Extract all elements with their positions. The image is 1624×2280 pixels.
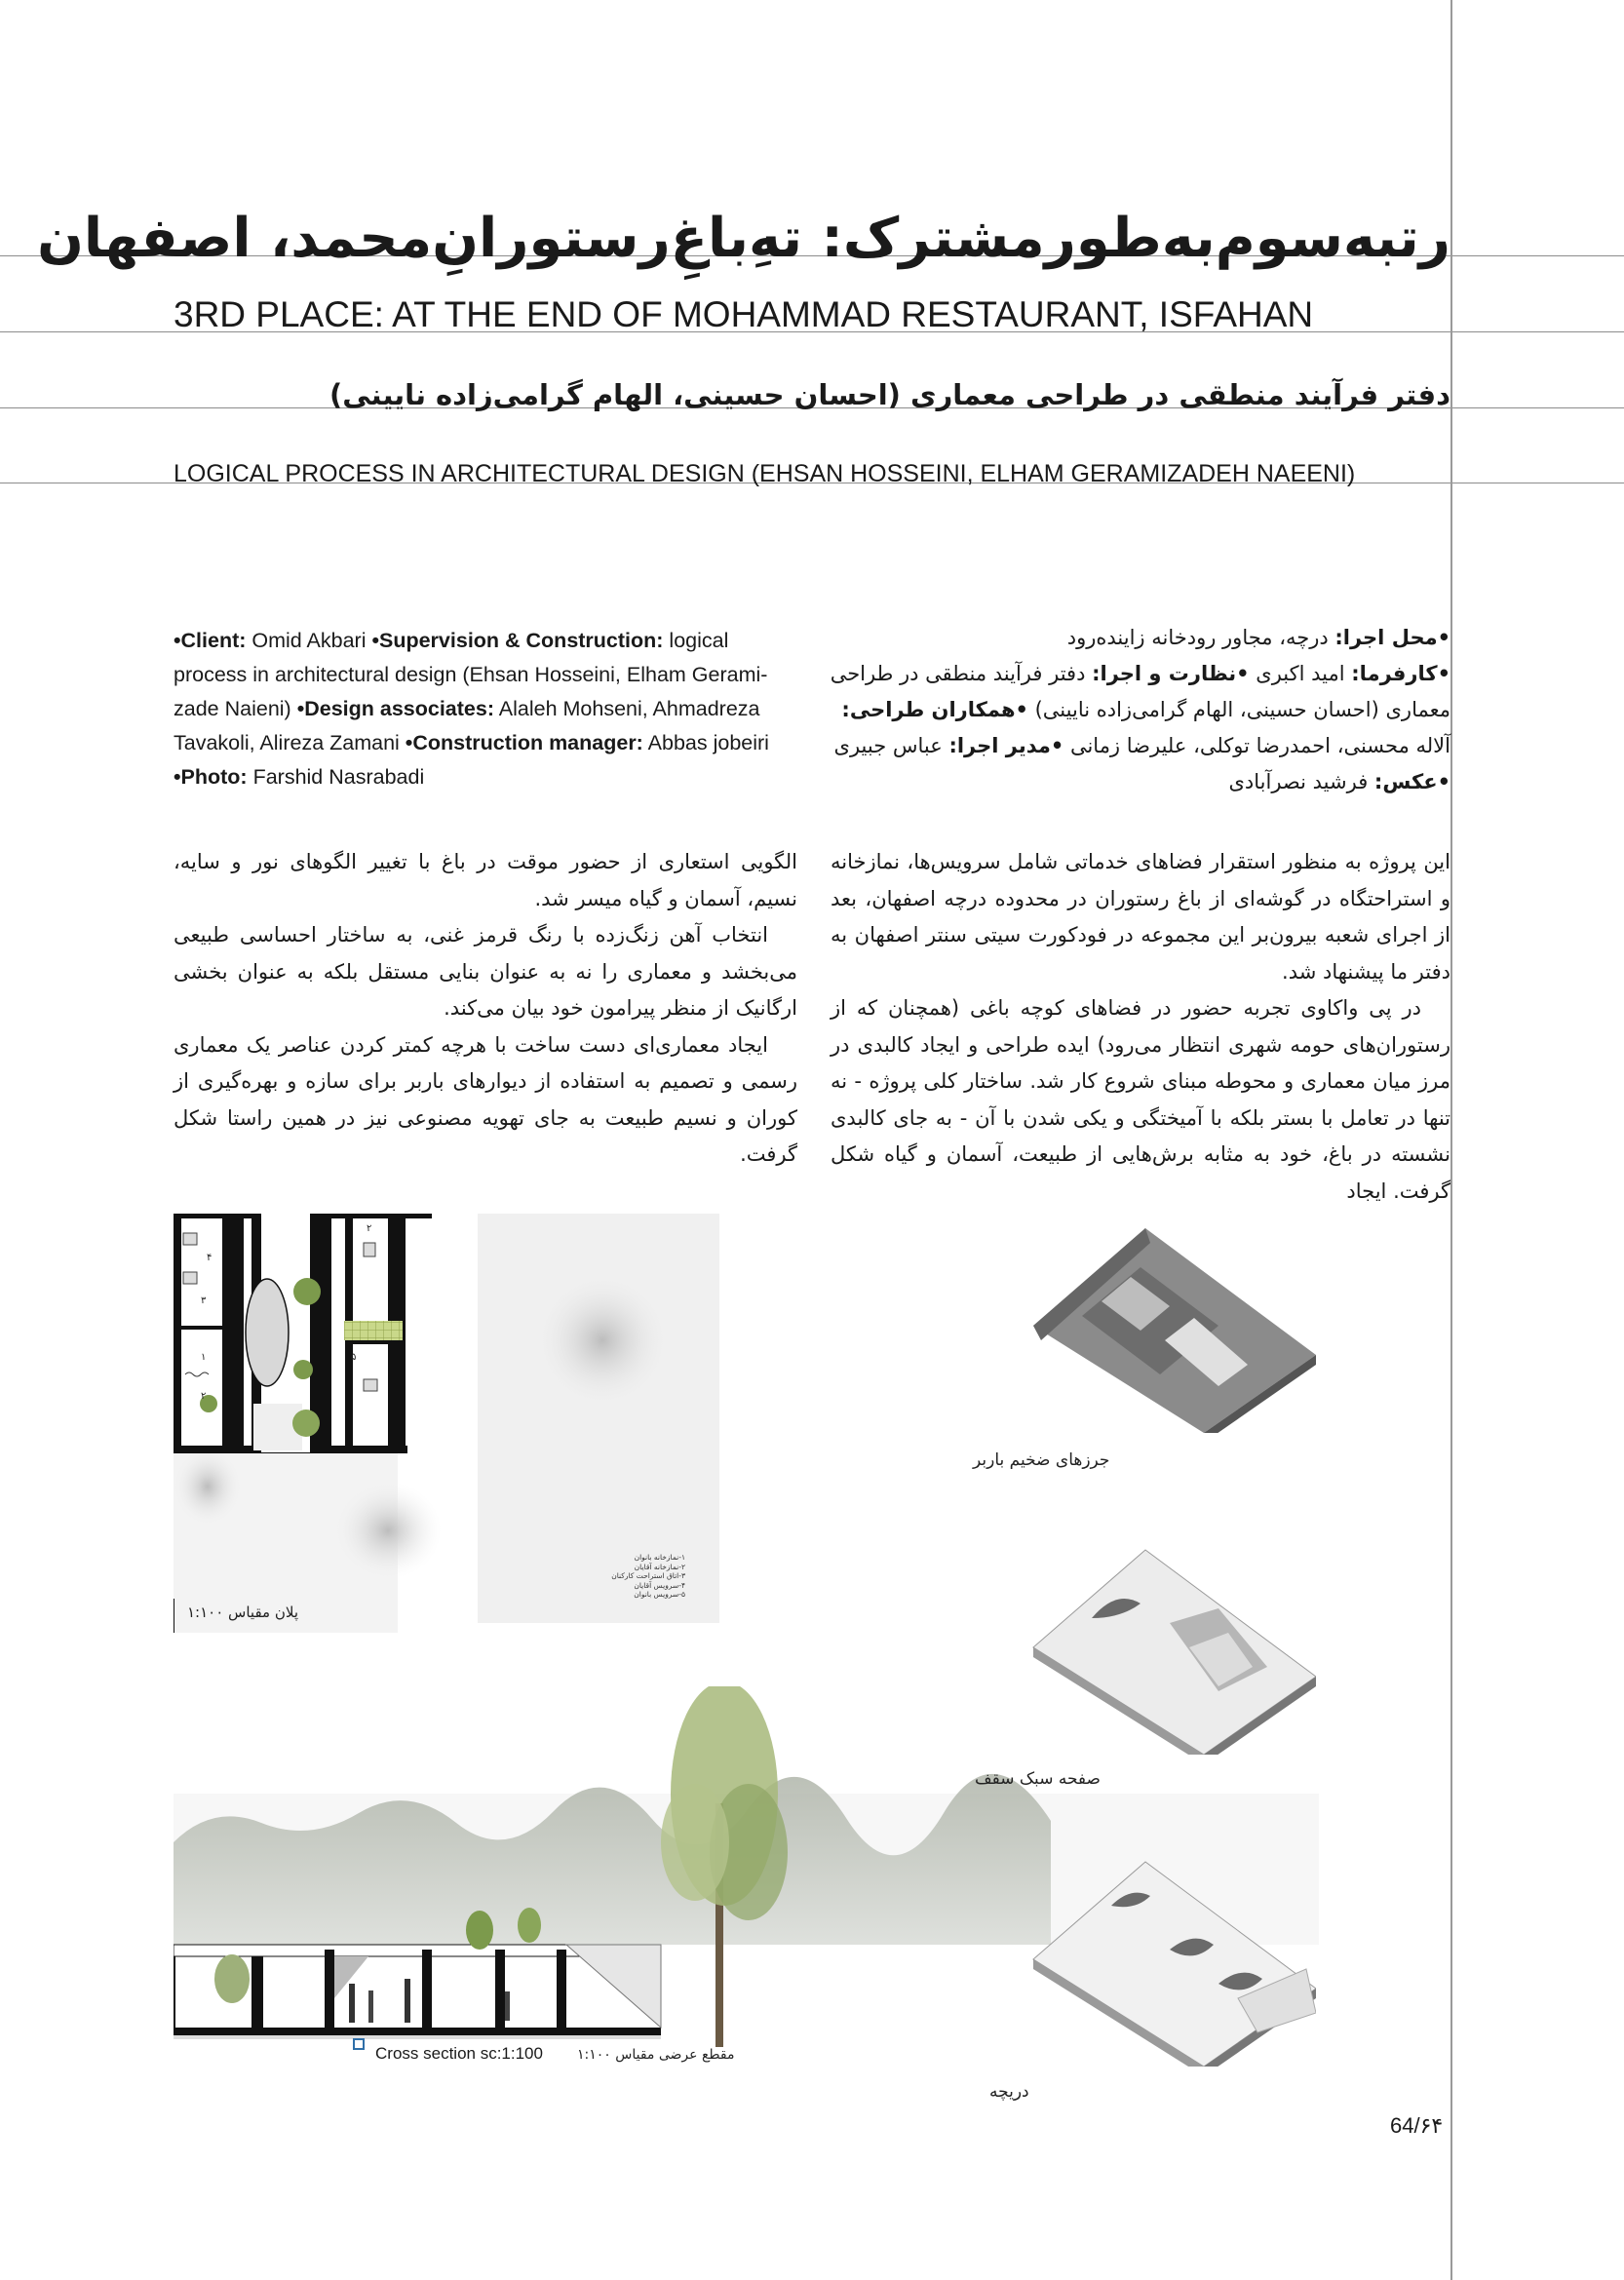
- plan-room-number: ۲: [367, 1223, 372, 1234]
- floor-plan-figure: [174, 1214, 719, 1633]
- section-caption-en: Cross section sc:1:100: [375, 2044, 543, 2063]
- model-diagram-roof: [1024, 1530, 1316, 1755]
- body-text-right: [831, 844, 1450, 1210]
- plan-caption: پلان مقیاس ۱:۱۰۰: [187, 1604, 298, 1621]
- subtitle-fa: دفتر فرآیند منطقی در طراحی معماری (احسان حسینی، الهام گرامی‌زاده نایینی): [329, 378, 1450, 411]
- plan-room-number: ۳: [201, 1295, 207, 1306]
- credits-en: •Client: Omid Akbari •Supervision & Construction: logical process in architectural design (Ehsan Hosseini, Elham Gerami-zade Naieni) •Design associates: Alaleh Mohseni, Ahmadreza Tavakoli, Alireza Zamani •Construction manager: Abbas jobeiri •Photo: Farshid Nasrabadi: [174, 629, 769, 789]
- paragraph: در پی واکاوی تجربه حضور در فضاهای کوچه باغی (همچنان که از رستوران‌های حومه شهری انتظار می‌رود) ایده طراحی و ایجاد کالبدی در مرز میان معماری و محوطه مبنای شروع کار شد. ساختار کلی پروژه - نه تنها در تعامل با بستر بلکه با آمیختگی و یکی شدن با آن - به جای کالبدی نشسته در باغ، خود به مثابه برش‌هایی از طبیعت، آسمان و گیاه شکل گرفت. ایجاد: [831, 996, 1450, 1203]
- credits-fa: •محل اجرا: درچه، مجاور رودخانه زاینده‌رود •کارفرما: امید اکبری •نظارت و اجرا: دفتر فرآیند منطقی در طراحی معماری (احسان حسینی، الهام گرامی‌زاده نایینی) •همکاران طراحی: آلاله محسنی، احمدرضا توکلی، علیرضا زمانی •مدیر اجرا: عباس جبیری •عکس: فرشید نصرآبادی: [830, 626, 1450, 793]
- margin-rule: [1450, 0, 1452, 2280]
- page-number: 64/۶۴: [1390, 2113, 1444, 2138]
- page-title-en: 3RD PLACE: AT THE END OF MOHAMMAD RESTAURANT, ISFAHAN: [174, 294, 1314, 334]
- paragraph: الگویی استعاری از حضور موقت در باغ با تغییر الگوهای نور و سایه، نسیم، آسمان و گیاه میسر شد.: [174, 850, 797, 910]
- plan-room-number: ۵: [351, 1352, 357, 1363]
- body-text-left: [174, 844, 797, 1174]
- plan-room-number: ۱: [201, 1352, 207, 1363]
- subtitle-en: LOGICAL PROCESS IN ARCHITECTURAL DESIGN (EHSAN HOSSEINI, ELHAM GERAMIZADEH NAEENI): [174, 460, 1356, 487]
- model-roof: [1033, 1550, 1316, 1755]
- tree-canopy: [174, 1448, 242, 1526]
- plan-legend: ۱-نمازخانه بانوان ۲-نمازخانه آقایان ۳-اتاق استراحت کارکنان ۴-سرویس آقایان ۵-سرویس بانوان: [611, 1553, 685, 1599]
- section-caption-fa: مقطع عرضی مقیاس ۱:۱۰۰: [577, 2047, 735, 2063]
- model-roof: [1033, 1862, 1316, 2067]
- model-caption: صفحه سبک سقف: [975, 1769, 1101, 1789]
- tree-canopy: [334, 1482, 442, 1579]
- plan-room-number: ۲: [201, 1391, 207, 1402]
- model-diagram-walls: [1024, 1209, 1316, 1433]
- paragraph: این پروژه به منظور استقرار فضاهای خدماتی شامل سرویس‌ها، نمازخانه و استراحتگاه در گوشه‌ای از باغ رستوران در محدوده درچه اصفهان، بعد از اجرای شعبه بیرون‌بر این مجموعه در فودکورت سیتی سنتر اصفهان به دفتر ما پیشنهاد شد.: [831, 850, 1450, 984]
- model-caption: دریچه: [989, 2082, 1029, 2102]
- paragraph: انتخاب آهن زنگ‌زده با رنگ قرمز غنی، به ساختار احساسی طبیعی می‌بخشد و معماری را نه به عنوان بنایی مستقل بلکه به عنوان بخشی ارگانیک از منظر پیرامون خود بیان می‌کند.: [174, 923, 797, 1020]
- plan-room-number: ۴: [207, 1253, 213, 1263]
- model-caption: جرزهای ضخیم باربر: [973, 1450, 1110, 1470]
- model-diagram-openings: [1024, 1842, 1316, 2067]
- page-title-fa: رتبه‌سوم‌به‌طورمشترک: ته‌ِباغِ‌رستورانِ‌محمد، اصفهان: [37, 207, 1450, 270]
- tree-canopy: [534, 1272, 671, 1409]
- paragraph: ایجاد معماری‌ای دست ساخت با هرچه کمتر کردن عناصر یک معماری رسمی و تصمیم به استفاده از دیوارهای باربر برای سازه و بهره‌گیری از کوران و نسیم طبیعت به جای تهویه مصنوعی نیز در همین راستا شکل گرفت.: [174, 1032, 797, 1166]
